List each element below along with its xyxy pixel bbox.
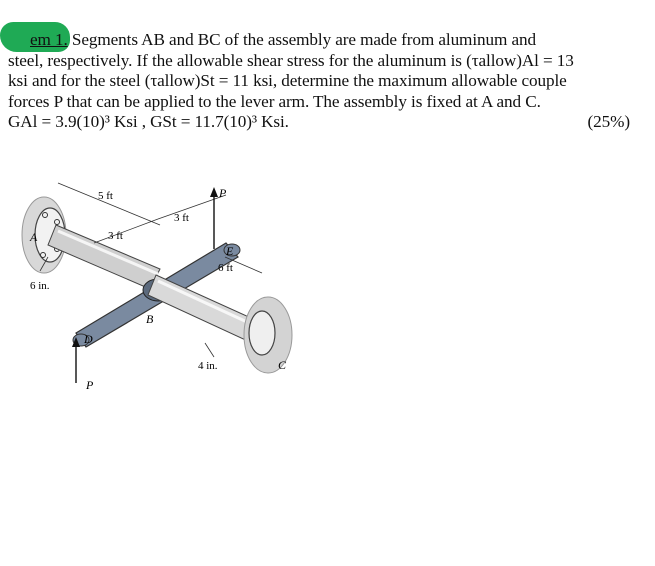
label-3ft-left: 3 ft: [108, 230, 123, 242]
label-4in: 4 in.: [198, 360, 218, 372]
problem-number: em 1.: [30, 30, 68, 49]
problem-line-1: [8, 30, 648, 51]
label-b: B: [146, 312, 154, 326]
dim-line-3ft-left: [94, 219, 158, 243]
assembly-figure: [0, 165, 655, 405]
problem-line-4: forces P that can be applied to the lever arm. The assembly is fixed at A and C.: [8, 91, 541, 111]
label-a: A: [30, 230, 38, 244]
force-arrowhead-top: [210, 187, 218, 197]
flange-c: [249, 311, 275, 355]
label-e: E: [226, 244, 234, 258]
problem-text-1: Segments AB and BC of the assembly are made from aluminum and: [71, 30, 536, 49]
label-3ft-right: 3 ft: [174, 212, 189, 224]
label-force-bottom: P: [86, 378, 94, 392]
label-6ft: 6 ft: [218, 262, 233, 274]
label-6in: 6 in.: [30, 280, 50, 292]
label-force-top: P: [219, 186, 227, 200]
label-5ft: 5 ft: [98, 190, 113, 202]
dim-line-4in: [205, 343, 214, 357]
problem-line-2: steel, respectively. If the allowable shear stress for the aluminum is (τallow)Al = 13: [8, 50, 574, 70]
label-d: D: [84, 332, 93, 346]
problem-weight: (25%): [587, 112, 630, 131]
dim-line-3ft-right: [158, 195, 226, 219]
problem-line-5: [8, 112, 648, 133]
label-c: C: [278, 358, 287, 372]
problem-statement: [8, 30, 648, 133]
problem-line-3: ksi and for the steel (τallow)St = 11 ksi, determine the maximum allowable couple: [8, 71, 567, 90]
shear-moduli: GAl = 3.9(10)³ Ksi , GSt = 11.7(10)³ Ksi.: [8, 112, 289, 131]
